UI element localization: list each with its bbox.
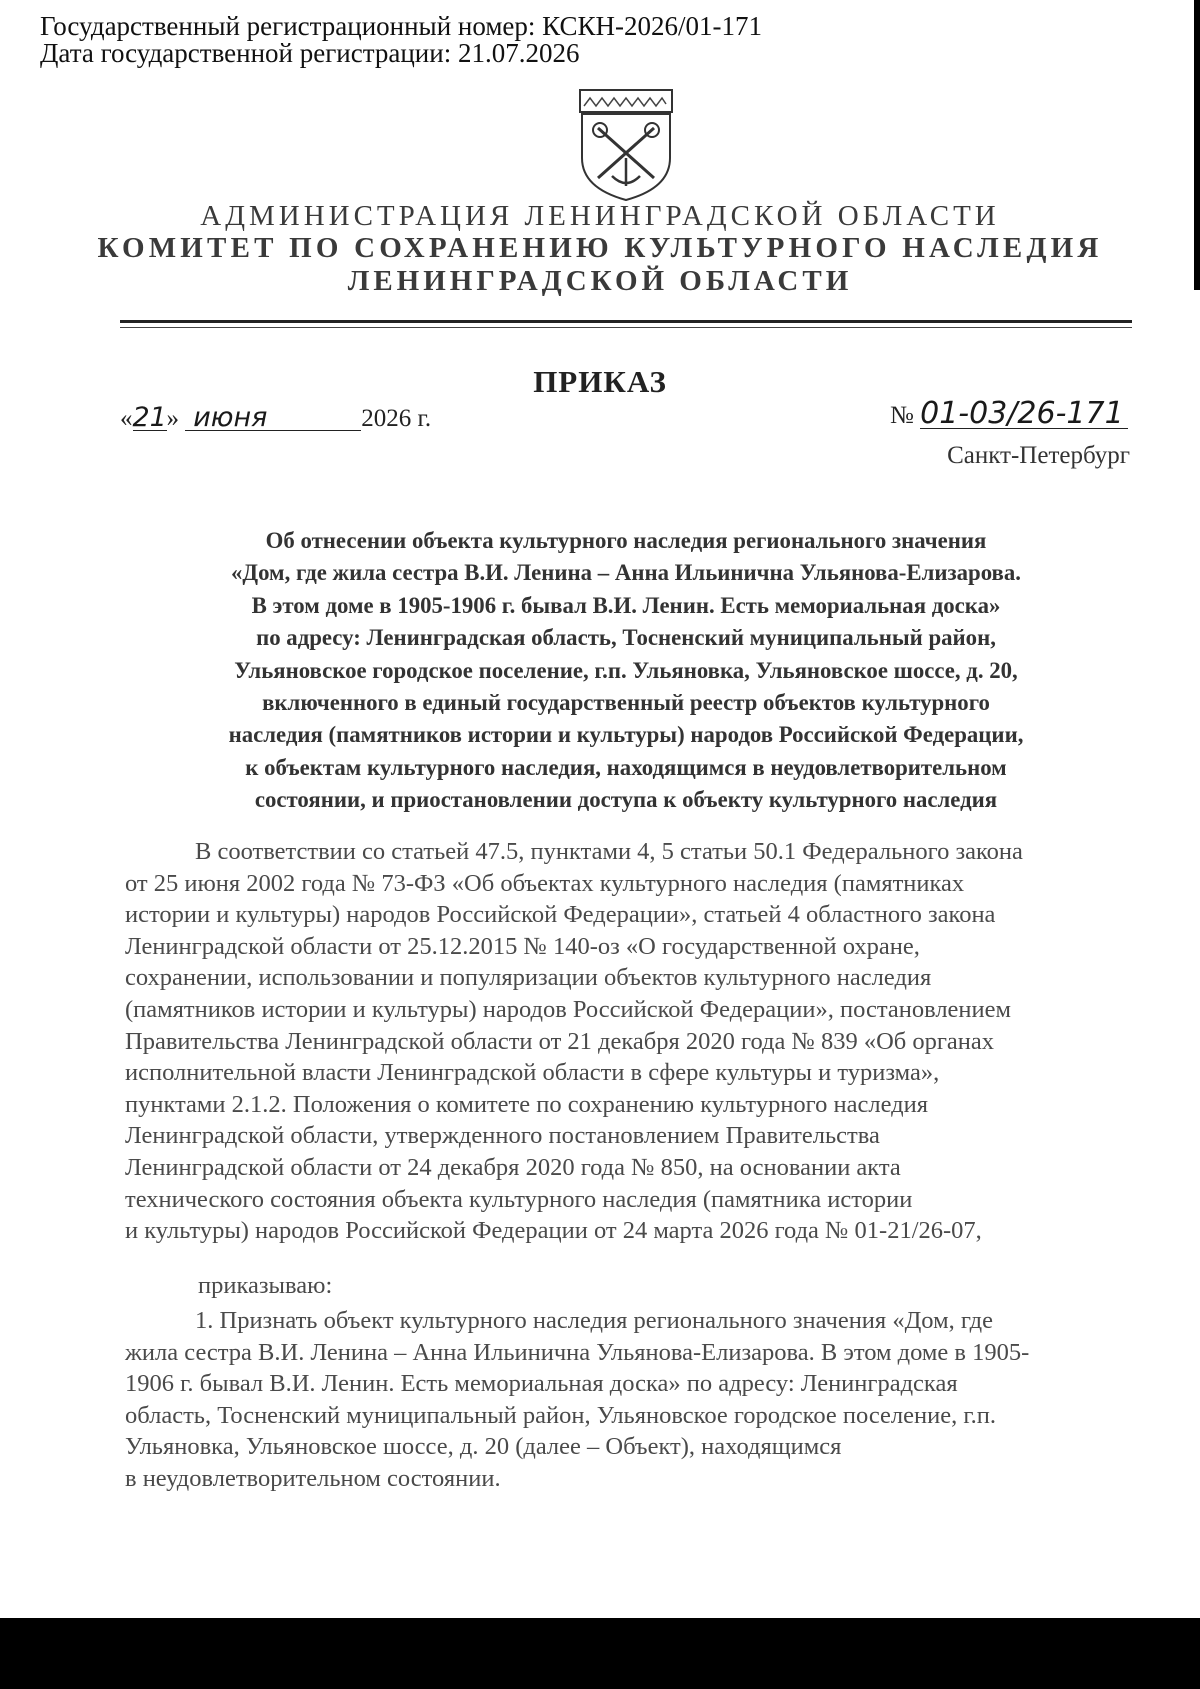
order-item-1 <box>125 1305 1147 1495</box>
subject-line: Ульяновское городское поселение, г.п. Ульяновка, Ульяновское шоссе, д. 20, <box>234 657 1018 683</box>
order-subject <box>120 525 1132 817</box>
city: Санкт-Петербург <box>947 442 1130 469</box>
date-month: июня <box>185 406 361 431</box>
basis-line: Ленинградской области от 25.12.2015 № 140-оз «О государственной охране, <box>125 932 920 960</box>
basis-line: от 25 июня 2002 года № 73-ФЗ «Об объектах культурного наследия (памятниках <box>125 869 965 897</box>
number-sign: № <box>890 402 914 429</box>
subject-line: к объектам культурного наследия, находящимся в неудовлетворительном <box>245 754 1007 780</box>
org-line-region: ЛЕНИНГРАДСКОЙ ОБЛАСТИ <box>347 265 853 297</box>
decree-word: приказываю: <box>198 1272 333 1299</box>
basis-line: Правительства Ленинградской области от 21 декабря 2020 года № 839 «Об органах <box>125 1027 995 1055</box>
order-title: ПРИКАЗ <box>533 364 667 399</box>
basis-line: исполнительной власти Ленинградской области в сфере культуры и туризма», <box>125 1059 940 1087</box>
item-line: жила сестра В.И. Ленина – Анна Ильинична Ульянова-Елизарова. В этом доме в 1905- <box>125 1338 1030 1366</box>
basis-line: Ленинградской области от 24 декабря 2020 года № 850, на основании акта <box>125 1153 901 1181</box>
date-year: 2026 г. <box>361 405 432 432</box>
basis-line: и культуры) народов Российской Федерации от 24 марта 2026 года № 01-21/26-07, <box>125 1217 982 1245</box>
org-line-committee: КОМИТЕТ ПО СОХРАНЕНИЮ КУЛЬТУРНОГО НАСЛЕДИЯ <box>97 232 1103 264</box>
basis-line: истории и культуры) народов Российской Федерации», статьей 4 областного закона <box>125 901 996 929</box>
subject-line: по адресу: Ленинградская область, Тосненский муниципальный район, <box>256 625 996 651</box>
coat-of-arms-icon <box>578 88 674 202</box>
scan-bottom-band <box>0 1618 1200 1689</box>
item-line: в неудовлетворительном состоянии. <box>125 1464 501 1492</box>
basis-line: В соответствии со статьей 47.5, пунктами 4, 5 статьи 50.1 Федерального закона <box>195 838 1023 865</box>
date-close-quote: » <box>166 405 179 432</box>
org-line-administration: АДМИНИСТРАЦИЯ ЛЕНИНГРАДСКОЙ ОБЛАСТИ <box>200 200 1000 232</box>
order-number-value: 01-03/26-171 <box>920 400 1128 429</box>
legal-basis-paragraph <box>125 836 1147 1247</box>
subject-line: наследия (памятников истории и культуры) народов Российской Федерации, <box>228 722 1024 748</box>
date-open-quote: « <box>120 405 133 432</box>
basis-line: Ленинградской области, утвержденного постановлением Правительства <box>125 1122 880 1150</box>
item-line: Ульяновка, Ульяновское шоссе, д. 20 (далее – Объект), находящимся <box>125 1433 842 1461</box>
item-line: область, Тосненский муниципальный район, Ульяновское городское поселение, г.п. <box>125 1401 997 1429</box>
order-date <box>120 402 432 433</box>
item-line: 1. Признать объект культурного наследия регионального значения «Дом, где <box>195 1307 993 1334</box>
registration-number: Государственный регистрационный номер: КСКН-2026/01-171 <box>40 11 762 41</box>
basis-line: пунктами 2.1.2. Положения о комитете по сохранению культурного наследия <box>125 1090 928 1118</box>
item-line: 1906 г. бывал В.И. Ленин. Есть мемориальная доска» по адресу: Ленинградская <box>125 1370 958 1398</box>
header-divider <box>120 320 1132 323</box>
subject-line: В этом доме в 1905-1906 г. бывал В.И. Ленин. Есть мемориальная доска» <box>251 592 1001 618</box>
header-divider-thin <box>120 327 1132 328</box>
subject-line: включенного в единый государственный реестр объектов культурного <box>262 690 990 716</box>
order-number <box>890 396 1128 431</box>
basis-line: сохранении, использовании и популяризации объектов культурного наследия <box>125 964 932 992</box>
subject-line: Об отнесении объекта культурного наследия регионального значения <box>265 528 987 553</box>
date-day: 21 <box>132 402 167 433</box>
registration-date: Дата государственной регистрации: 21.07.2026 <box>40 38 580 68</box>
subject-line: состоянии, и приостановлении доступа к объекту культурного наследия <box>254 787 998 813</box>
subject-line: «Дом, где жила сестра В.И. Ленина – Анна Ильинична Ульянова-Елизарова. <box>231 560 1021 586</box>
basis-line: (памятников истории и культуры) народов Российской Федерации», постановлением <box>125 995 1012 1023</box>
basis-line: технического состояния объекта культурного наследия (памятника истории <box>125 1185 913 1213</box>
